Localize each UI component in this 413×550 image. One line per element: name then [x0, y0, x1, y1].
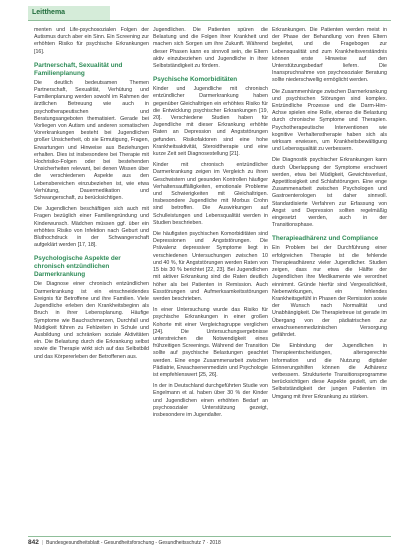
text-column-1 — [34, 27, 149, 365]
section-label: Leitthema — [28, 6, 110, 20]
section-heading: Psychische Komorbiditäten — [153, 76, 238, 84]
body-paragraph: Die Jugendlichen beschäftigen sich auch mit Fragen bezüglich einer Familiengründung und Kinderwunsch. Mädchen müssen ggf. über ein erhöhtes Risiko von Infektion nach Geburt und Bluthochdruck in der Schwangerschaft aufgeklärt werden [17, 18]. — [34, 206, 149, 249]
section-heading: Partnerschaft, Sexualität und Familienplanung — [34, 61, 123, 77]
body-paragraph: Die deutlich bedeutsamen Themen Partnerschaft, Sexualität, Verhütung und Familienplanung werden sowohl im Rahmen der ärztlichen Betreuung wie auch in psychotherapeutischen und Beratungsangeboten thematisiert. Gerade bei Vorliegen von Autism und anderen somatischen Vorerkrankungen besteht bei Jugendlichen großer Unsicherheit, ob sie Ermutigung, Fragen, Erwartungen und Hinweise aus Beziehungen erhalten. Dies ist insbesondere bei Therapie mit Hochrisiko-Folgen oder bei bestehenden Unsicherheiten relevant, bei denen Wissen über die verschiedenen Aspekte aus den Lebensbereichen einzubeziehen ist, wie etwa Verhütung, Dauermedikation und Schwangerschaft, zu berücksichtigen. — [34, 79, 149, 202]
page-number: 842 — [28, 539, 39, 546]
body-paragraph: Erkrankungen. Die Patienten werden meist in der Phase der Behandlung von ihren Eltern begleitet, und die Fragebogen zur Lebensqualität und zum Krankheitsverständnis können erste Hinweise auf den Unterstützungsbedarf liefern. Die Inanspruchnahme von psychosozialer Beratung sollte niederschwellig ermöglicht werden. — [272, 27, 387, 84]
body-paragraph: Kinder mit chronisch entzündlicher Darmerkrankung zeigen im Vergleich zu ihren Geschwistern und gesunden Kontrollen häufiger Verhaltensauffälligkeiten, emotionale Probleme und Schwierigkeiten mit Gleichaltrigen. Insbesondere Jugendliche mit Morbus Crohn sind betroffen. Die Auswirkungen auf Schulleistungen und Lebensqualität werden in Studien beschrieben. — [153, 162, 268, 226]
body-paragraph: Kinder und Jugendliche mit chronisch entzündlicher Darmerkrankung haben gegenüber Gleichaltrigen ein erhöhtes Risiko für die Entwicklung psychischer Erkrankungen [19, 20]. Verschiedene Studien haben für Jugendliche mit dieser Erkrankung erhöhte Raten an Depression und Angststörungen gefunden. Risikofaktoren sind eine hohe Krankheitsaktivität, Steroidtherapie und eine kurze Zeit seit Diagnosestellung [21]. — [153, 86, 268, 158]
body-paragraph: Jugendlichen. Die Patienten spüren die Belastung und die Folgen ihrer Krankheit und machen sich Sorgen um ihre Zukunft. Während dieser Phasen kann es sinnvoll sein, die Eltern aktiv einzubeziehen und Jugendliche in ihrer Selbstständigkeit zu fördern. — [153, 27, 268, 70]
footer-divider — [28, 536, 391, 537]
body-paragraph: menten und Life-psychosozialen Folgen der Autismus durch aber ein Sinn. Ein Screening zur erhöhten Risiko für psychische Erkrankungen [16]. — [34, 27, 149, 55]
section-heading: Therapieadhärenz und Compliance — [272, 235, 379, 243]
footer-separator: | — [41, 540, 44, 546]
text-column-2 — [153, 27, 268, 423]
text-column-3 — [272, 27, 387, 405]
body-paragraph: Die Einbindung der Jugendlichen in Therapieentscheidungen, altersgerechte Information und die Nutzung digitaler Erinnerungshilfen können die Adhärenz verbessern. Strukturierte Transitionsprogramme berücksichtigen diese Aspekte gezielt, um die Selbstständigkeit der jungen Patienten im Umgang mit ihrer Erkrankung zu stärken. — [272, 343, 387, 400]
body-paragraph: Die Diagnose einer chronisch entzündlichen Darmerkrankung ist ein einschneidendes Ereignis für Betroffene und ihre Familien. Viele Jugendliche erleben den Krankheitsbeginn als Bruch in ihrer Lebensplanung. Häufige Symptome wie Bauchschmerzen, Durchfall und Müdigkeit führen zu Fehlzeiten in Schule und Ausbildung und schränken soziale Aktivitäten ein. Die Belastung durch die Erkrankung selbst sowie die Therapie wirkt sich auf das Selbstbild und das Körpererleben der Betroffenen aus. — [34, 281, 149, 360]
body-paragraph: In der in Deutschland durchgeführten Studie von Engelmann et al. haben über 30 % der Kinder und Jugendlichen einen erhöhten Bedarf an psychosozialer Unterstützung gezeigt, insbesondere im Jugendalter. — [153, 383, 268, 418]
body-paragraph: Die Zusammenhänge zwischen Darmerkrankung und psychischen Störungen sind komplex. Entzündliche Prozesse und die Darm-Hirn-Achse spielen eine Rolle, ebenso die Belastung durch chronische Symptome und Therapien. Psychotherapeutische Interventionen wie kognitive Verhaltenstherapie haben sich als wirksam erwiesen, um Krankheitsbewältigung und Lebensqualität zu verbessern. — [272, 88, 387, 153]
body-paragraph: In einer Untersuchung wurde das Risiko für psychische Erkrankungen in einer großen Kohorte mit einer Vergleichsgruppe verglichen [24]. Die Untersuchungsergebnisse unterstreichen die Notwendigkeit eines frühzeitigen Screenings. Während der Transition sollte auf psychische Belastungen geachtet werden. Eine enge Zusammenarbeit zwischen Pädiatrie, Erwachsenenmedizin und Psychologie ist empfehlenswert [25, 26]. — [153, 307, 268, 378]
body-paragraph: Die Diagnostik psychischer Erkrankungen kann durch Überlappung der Symptome erschwert werden, etwa bei Müdigkeit, Gewichtsverlust, Appetitlosigkeit und Schlafstörungen. Eine enge Zusammenarbeit zwischen Psychologen und Gastroenterologen ist daher sinnvoll. Standardisierte Verfahren zur Erfassung von Angst und Depression sollten regelmäßig eingesetzt werden, auch in der Transitionsphase. — [272, 157, 387, 229]
page-footer — [28, 539, 221, 547]
body-paragraph: Ein Problem bei der Durchführung einer erfolgreichen Therapie ist die fehlende Therapieadhärenz vieler Jugendlicher. Studien zeigen, dass nur etwa die Hälfte der Jugendlichen ihre Medikamente wie verordnet einnimmt. Gründe hierfür sind Vergesslichkeit, Nebenwirkungen, ein fehlendes Krankheitsgefühl in Phasen der Remission sowie der Wunsch nach Normalität und Unabhängigkeit. Die Therapietreue ist gerade im Übergang von der pädiatrischen zur erwachsenenmedizinischen Versorgung gefährdet. — [272, 245, 387, 338]
section-heading: Psychologische Aspekte der chronisch entzündlichen Darmerkrankung — [34, 255, 121, 279]
body-paragraph: Die häufigsten psychischen Komorbiditäten sind Depressionen und Angststörungen. Die Prävalenz depressiver Symptome liegt in verschiedenen Untersuchungen zwischen 10 und 40 %, für Angststörungen werden Raten von 15 bis 30 % berichtet [22, 23]. Bei Jugendlichen mit aktiver Erkrankung sind die Raten deutlich höher als bei Patienten in Remission. Auch Essstörungen und Aufmerksamkeitsstörungen werden beschrieben. — [153, 231, 268, 302]
journal-citation: Bundesgesundheitsblatt - Gesundheitsforschung - Gesundheitsschutz 7 · 2018 — [46, 540, 221, 546]
header-divider — [28, 20, 391, 21]
